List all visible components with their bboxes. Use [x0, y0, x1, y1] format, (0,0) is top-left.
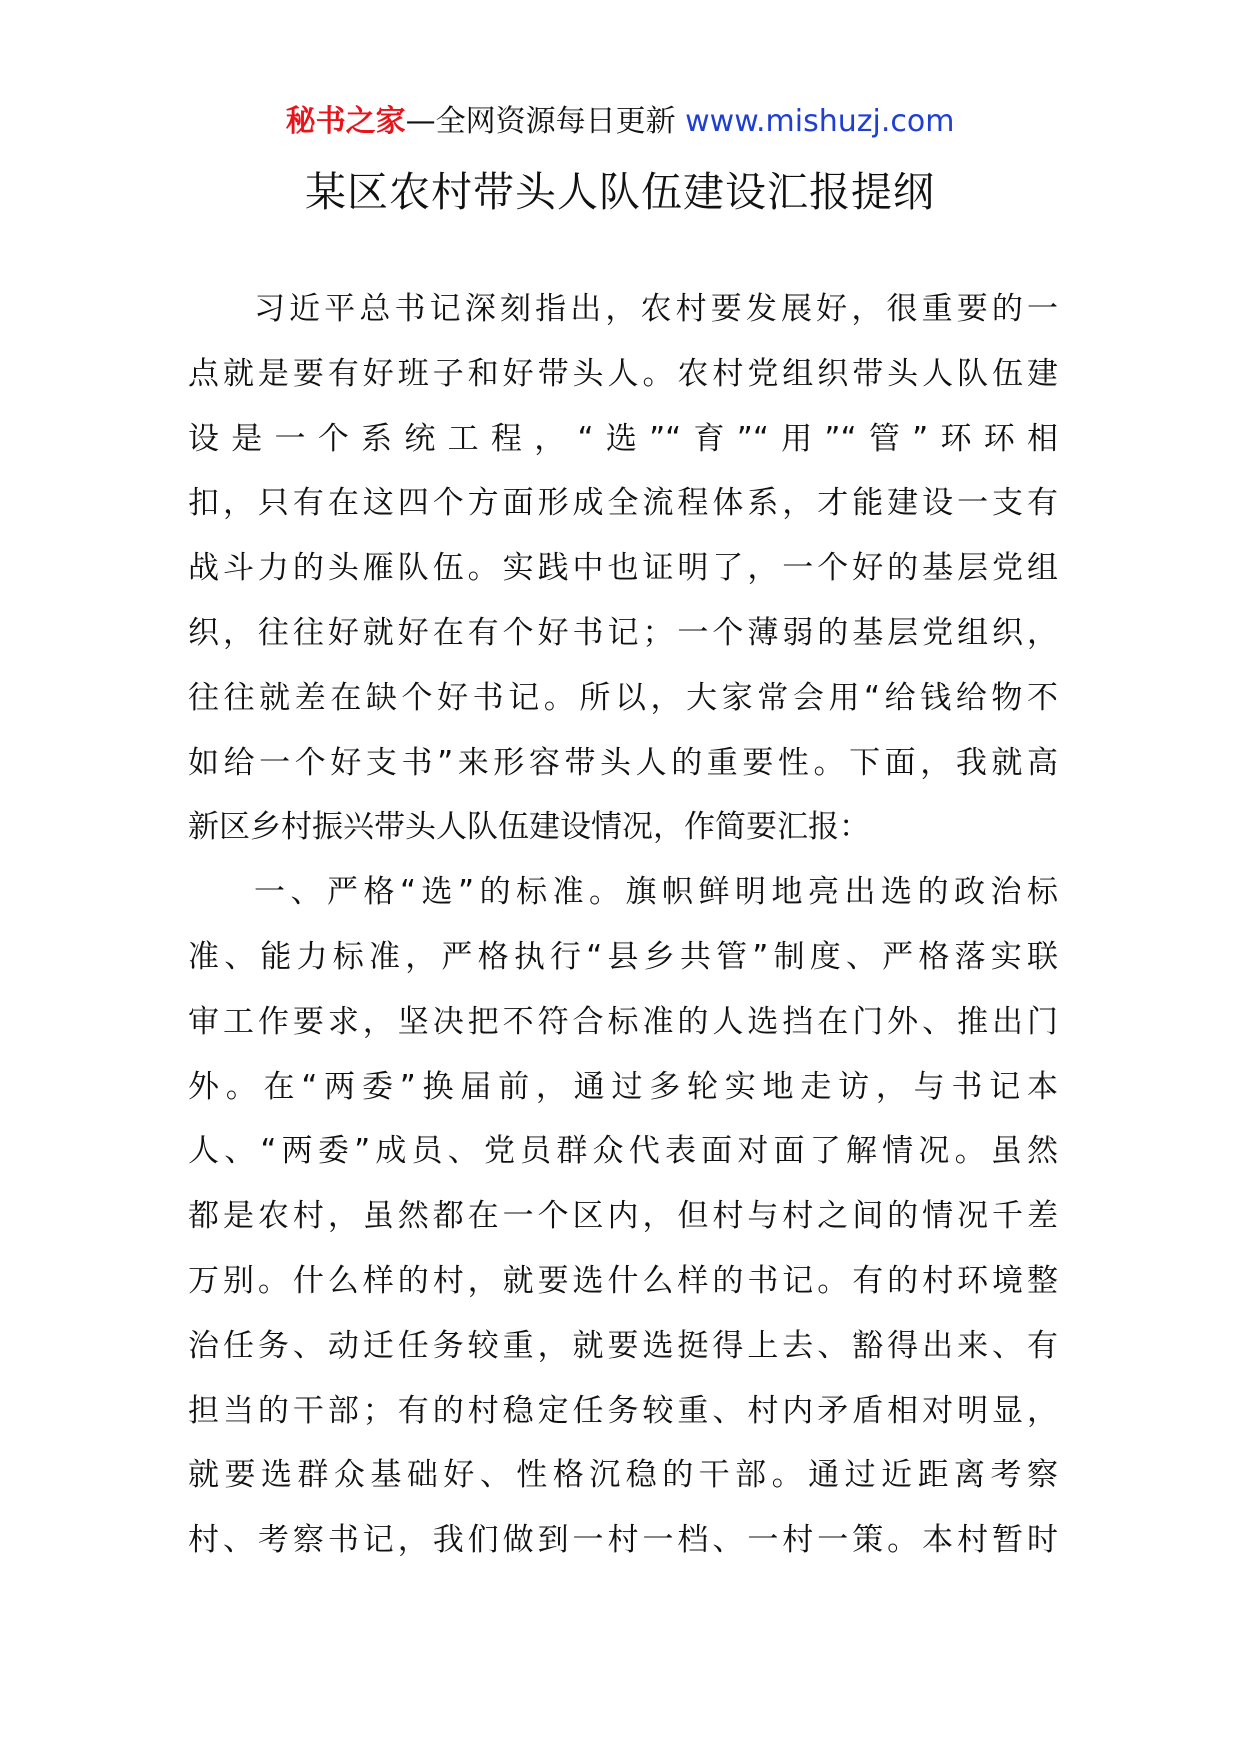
paragraph-line: 审工作要求，坚决把不符合标准的人选挡在门外、推出门 [188, 1003, 1058, 1040]
paragraph-line: 治任务、动迁任务较重，就要选挺得上去、豁得出来、有 [188, 1327, 1058, 1364]
site-header [0, 100, 1240, 144]
paragraph-line: 设是一个系统工程，“选”“育”“用”“管”环环相 [188, 420, 1058, 457]
paragraph-line: 万别。什么样的村，就要选什么样的书记。有的村环境整 [188, 1262, 1058, 1299]
paragraph-line: 外。在“两委”换届前，通过多轮实地走访，与书记本 [188, 1068, 1058, 1105]
paragraph-line: 担当的干部；有的村稳定任务较重、村内矛盾相对明显， [188, 1392, 1058, 1429]
paragraph-line: 准、能力标准，严格执行“县乡共管”制度、严格落实联 [188, 938, 1058, 975]
document-title: 某区农村带头人队伍建设汇报提纲 [305, 168, 935, 216]
header-tagline: —全网资源每日更新 [405, 104, 676, 139]
paragraph-line: 人、“两委”成员、党员群众代表面对面了解情况。虽然 [188, 1133, 1058, 1170]
paragraph-line: 点就是要有好班子和好带头人。农村党组织带头人队伍建 [188, 355, 1058, 392]
paragraph-line: 战斗力的头雁队伍。实践中也证明了，一个好的基层党组 [188, 550, 1058, 587]
document-body [188, 288, 1058, 1584]
paragraph-line: 都是农村，虽然都在一个区内，但村与村之间的情况千差 [188, 1198, 1058, 1235]
paragraph-line: 往往就差在缺个好书记。所以，大家常会用“给钱给物不 [188, 679, 1058, 716]
site-url-link[interactable]: www.mishuzj.com [685, 104, 955, 139]
paragraph-line: 扣，只有在这四个方面形成全流程体系，才能建设一支有 [188, 485, 1058, 522]
paragraph-line: 村、考察书记，我们做到一村一档、一村一策。本村暂时 [188, 1522, 1058, 1559]
paragraph-line: 习近平总书记深刻指出，农村要发展好，很重要的一 [254, 291, 1058, 327]
paragraph-line: 就要选群众基础好、性格沉稳的干部。通过近距离考察 [188, 1457, 1058, 1494]
paragraph-line: 如给一个好支书”来形容带头人的重要性。下面，我就高 [188, 744, 1058, 781]
paragraph-line: 新区乡村振兴带头人队伍建设情况，作简要汇报： [188, 809, 870, 846]
brand-name: 秘书之家 [285, 104, 406, 139]
section-heading-line: 一、严格“选”的标准。旗帜鲜明地亮出选的政治标 [254, 874, 1058, 911]
paragraph-line: 织，往往好就好在有个好书记；一个薄弱的基层党组织， [188, 614, 1058, 651]
